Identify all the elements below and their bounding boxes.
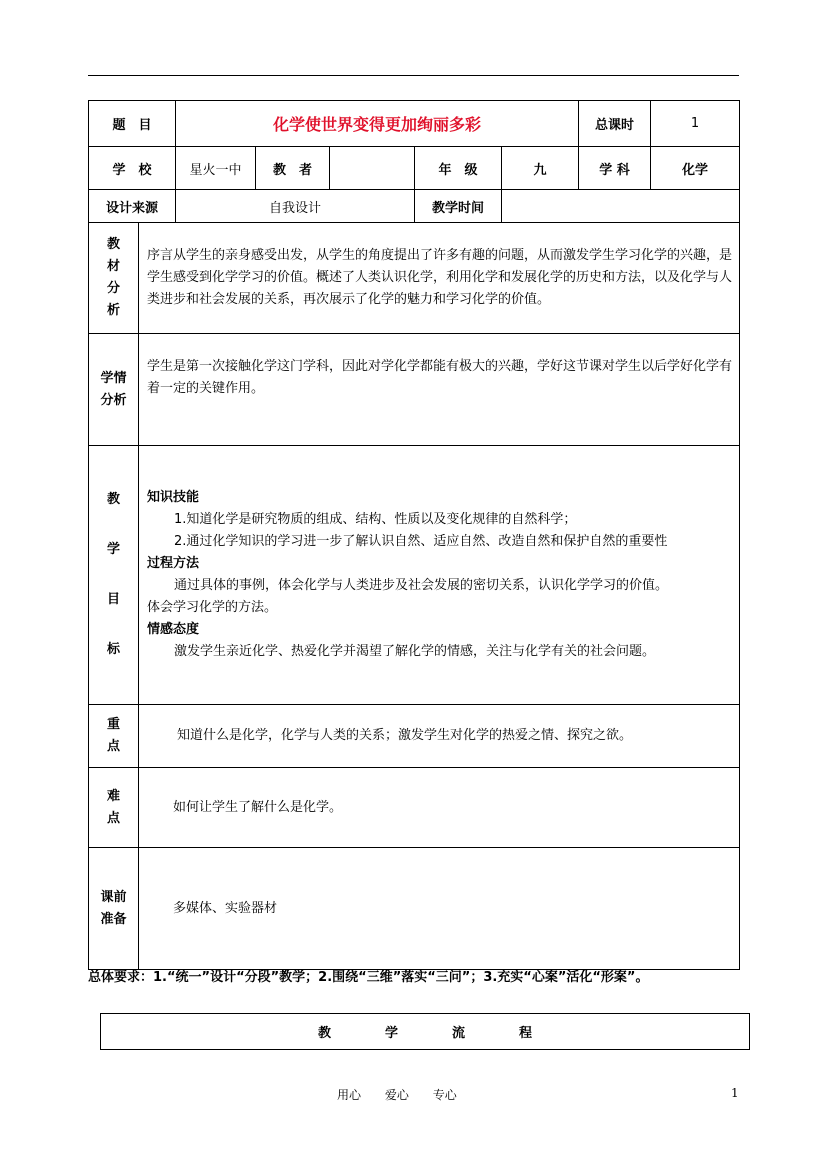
process-title: 过程方法 — [147, 556, 200, 571]
label-student-analysis: 学情 分析 — [89, 334, 139, 446]
total-hours-value: 1 — [651, 101, 740, 147]
teaching-goals-content — [139, 446, 740, 705]
emotion-title: 情感态度 — [147, 622, 200, 637]
row-school — [89, 147, 740, 190]
lesson-title: 化学使世界变得更加绚丽多彩 — [176, 101, 579, 147]
row-topic — [89, 101, 740, 147]
knowledge-item-2: 2.通过化学知识的学习进一步了解认识自然、适应自然、改造自然和保护自然的重要性 — [174, 534, 668, 549]
label-subject: 学 科 — [579, 147, 651, 190]
preparation-text: 多媒体、实验器材 — [139, 848, 740, 970]
process-text-1: 通过具体的事例，体会化学与人类进步及社会发展的密切关系，认识化学学习的价值。 — [174, 578, 669, 593]
row-difficulties — [89, 768, 740, 848]
design-source-value: 自我设计 — [176, 190, 415, 223]
label-topic: 题 目 — [89, 101, 176, 147]
row-material-analysis — [89, 223, 740, 334]
header-rule — [88, 75, 739, 76]
knowledge-item-1: 1.知道化学是研究物质的组成、结构、性质以及变化规律的自然科学； — [174, 512, 577, 527]
row-key-points — [89, 705, 740, 768]
difficulties-text: 如何让学生了解什么是化学。 — [139, 768, 740, 848]
label-design-source: 设计来源 — [89, 190, 176, 223]
label-difficulties: 难 点 — [89, 768, 139, 848]
teaching-time-value — [502, 190, 740, 223]
teaching-flow-heading: 教 学 流 程 — [100, 1013, 750, 1050]
row-teaching-goals — [89, 446, 740, 705]
row-student-analysis — [89, 334, 740, 446]
school-value: 星火一中 — [176, 147, 256, 190]
subject-value: 化学 — [651, 147, 740, 190]
footer-motto: 用心 爱心 专心 — [337, 1088, 457, 1102]
label-material-analysis: 教 材 分 析 — [89, 223, 139, 334]
emotion-text: 激发学生亲近化学、热爱化学并渴望了解化学的情感，关注与化学有关的社会问题。 — [174, 644, 656, 659]
lesson-plan-table — [88, 100, 740, 970]
label-teaching-goals: 教 学 目 标 — [89, 446, 139, 705]
student-analysis-text: 学生是第一次接触化学这门学科，因此对学化学都能有极大的兴趣，学好这节课对学生以后学好化学有着一定的关键作用。 — [139, 334, 740, 446]
grade-value: 九 — [502, 147, 579, 190]
page-number: 1 — [731, 1086, 739, 1100]
key-points-text: 知道什么是化学，化学与人类的关系；激发学生对化学的热爱之情、探究之欲。 — [139, 705, 740, 768]
label-teaching-time: 教学时间 — [415, 190, 502, 223]
material-analysis-text: 序言从学生的亲身感受出发，从学生的角度提出了许多有趣的问题，从而激发学生学习化学的兴趣，是学生感受到化学学习的价值。概述了人类认识化学，利用化学和发展化学的历史和方法，以及化学与人类进步和社会发展的关系，再次展示了化学的魅力和学习化学的价值。 — [139, 223, 740, 334]
label-grade: 年 级 — [415, 147, 502, 190]
row-preparation — [89, 848, 740, 970]
label-key-points: 重 点 — [89, 705, 139, 768]
teacher-value — [330, 147, 415, 190]
knowledge-title: 知识技能 — [147, 490, 200, 505]
label-teacher: 教 者 — [256, 147, 330, 190]
process-text-2: 体会学习化学的方法。 — [147, 600, 278, 615]
label-preparation: 课前 准备 — [89, 848, 139, 970]
row-design-source — [89, 190, 740, 223]
label-school: 学 校 — [89, 147, 176, 190]
label-total-hours: 总课时 — [579, 101, 651, 147]
overall-requirements: 总体要求：1.“统一”设计“分段”教学；2.围绕“三维”落实“三问”；3.充实“心案”活化“形案”。 — [88, 970, 649, 985]
